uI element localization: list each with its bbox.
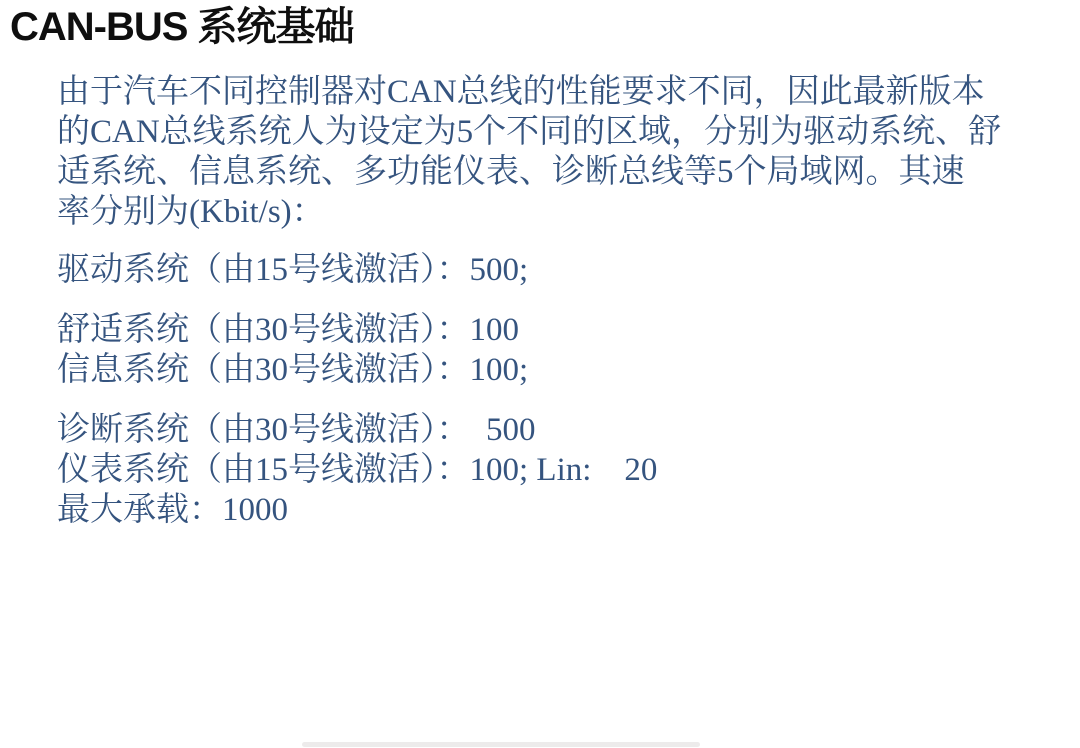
intro-paragraph [57, 72, 1040, 232]
rate-line-instrument: 仪表系统（由15号线激活）：100; Lin: 20 [57, 452, 658, 488]
rate-group-drive [57, 250, 1040, 290]
rate-line-comfort: 舒适系统（由30号线激活）：100 [57, 312, 519, 348]
paragraph-line: 适系统、信息系统、多功能仪表、诊断总线等5个局域网。其速 [57, 154, 965, 190]
rate-line-max-load: 最大承载：1000 [57, 492, 288, 528]
paragraph-line: 的CAN总线系统人为设定为5个不同的区域，分别为驱动系统、舒 [57, 114, 1002, 150]
rate-line-drive: 驱动系统（由15号线激活）：500; [57, 252, 529, 288]
rate-group-diag-cluster [57, 410, 1040, 530]
rate-line-infotainment: 信息系统（由30号线激活）：100; [57, 352, 529, 388]
slide-body [57, 72, 1040, 530]
bottom-divider-bar [302, 742, 700, 747]
paragraph-line: 由于汽车不同控制器对CAN总线的性能要求不同，因此最新版本 [57, 74, 985, 110]
paragraph-line: 率分别为(Kbit/s)： [57, 194, 325, 230]
rate-line-diagnostic: 诊断系统（由30号线激活）： 500 [57, 412, 536, 448]
rate-group-comfort-info [57, 310, 1040, 390]
slide-title: CAN-BUS 系统基础 [10, 5, 354, 49]
